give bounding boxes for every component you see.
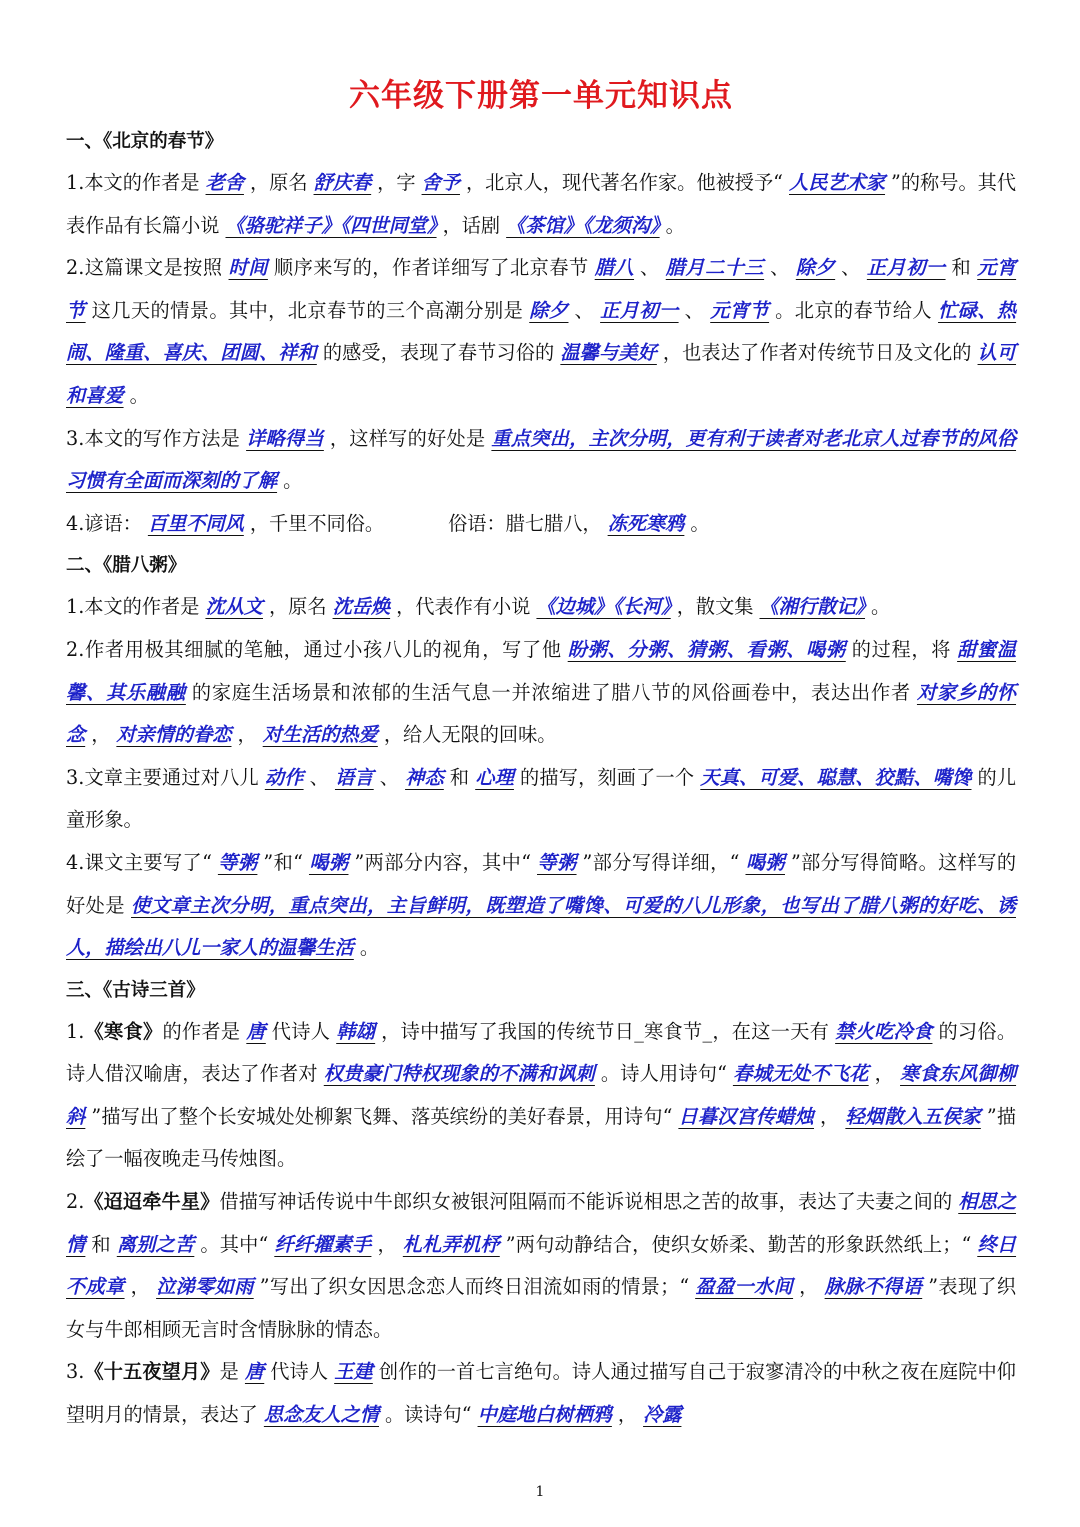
answer: 《湘行散记》 xyxy=(759,595,866,619)
answer: 盼粥、分粥、猜粥、看粥、喝粥 xyxy=(567,637,846,661)
answer: 腊月二十三 xyxy=(665,256,765,280)
text: ，给人无限的回味。 xyxy=(383,723,557,747)
paragraph-1-4 xyxy=(66,503,1016,546)
text: 和 xyxy=(951,256,972,280)
text: 。读诗句“ xyxy=(385,1403,472,1427)
poem-title: 《寒食》 xyxy=(84,1019,163,1043)
answer: 语言 xyxy=(334,765,374,789)
answer: 权贵豪门特权现象的不满和讽刺 xyxy=(323,1062,595,1086)
answer: 使文章主次分明，重点突出，主旨鲜明，既塑造了嘴馋、可爱的八儿形象，也写出了腊八粥的好吃、诱人，描绘出八儿一家人的温馨生活 xyxy=(66,893,1016,960)
text: 。 xyxy=(871,595,891,619)
text: 、 xyxy=(574,298,595,322)
answer: 相思之情 xyxy=(66,1190,1017,1256)
text: ，话剧 xyxy=(442,213,501,237)
text: ，诗中描写了我国的传统节日_寒食节_，在这一天有 xyxy=(381,1019,830,1043)
text: ”和“ xyxy=(263,850,303,874)
answer: 认可和喜爱 xyxy=(66,341,1017,407)
answer: 思念友人之情 xyxy=(263,1403,379,1427)
text: 的感受，表现了春节习俗的 xyxy=(322,341,555,365)
page-title: 六年级下册第一单元知识点 xyxy=(349,78,733,114)
text: 2.作者用极其细腻的笔触，通过小孩八儿的视角，写了他 xyxy=(66,637,562,661)
text: ， xyxy=(799,1275,819,1299)
text: 。 xyxy=(665,213,685,237)
text: 。 xyxy=(129,383,149,407)
text: 代诗人 xyxy=(270,1360,329,1384)
answer: 唐 xyxy=(244,1360,265,1384)
text: 的家庭生活场景和浓郁的生活气息一并浓缩进了腊八节的风俗画卷中，表达出作者 xyxy=(191,680,911,704)
paragraph-3-2 xyxy=(66,1181,1016,1351)
text: 3.文章主要通过对八儿 xyxy=(66,765,259,789)
paragraph-3-3 xyxy=(66,1351,1016,1436)
answer: 温馨与美好 xyxy=(560,341,657,365)
text: 。 xyxy=(283,469,303,493)
answer: 冻死寒鸦 xyxy=(607,511,685,535)
text: 2.这篇课文是按照 xyxy=(66,256,223,280)
answer: 元宵节 xyxy=(66,256,1017,322)
text: 。 xyxy=(690,511,710,535)
section-heading-beijing-spring-festival: 一、《北京的春节》 xyxy=(66,131,224,152)
answer: 《骆驼祥子》《四世同堂》 xyxy=(225,213,437,237)
answer: 《边城》《长河》 xyxy=(536,595,671,619)
answer: 离别之苦 xyxy=(116,1232,195,1256)
answer: 等粥 xyxy=(217,850,258,874)
answer: 春城无处不飞花 xyxy=(732,1062,869,1086)
text: ，也表达了作者对传统节日及文化的 xyxy=(662,341,972,365)
text: 创作的一首七言绝句。诗人通过描写自己于寂寥清冷的中秋之夜在庭院中仰望明月的情景，表达了 xyxy=(66,1360,1016,1427)
answer: 甜蜜温馨、其乐融融 xyxy=(66,637,1017,704)
text: 3. xyxy=(66,1360,85,1384)
text: ”两句动静结合，使织女娇柔、勤苦的形象跃然纸上；“ xyxy=(505,1232,972,1256)
text: ”两部分内容，其中“ xyxy=(354,850,532,874)
paragraph-1-1 xyxy=(66,162,1016,247)
text: 这几天的情景。其中，北京春节的三个高潮分别是 xyxy=(91,298,524,322)
answer: 对亲情的眷恋 xyxy=(116,723,232,747)
text: 。北京的春节给人 xyxy=(775,298,933,322)
text: 1.本文的作者是 xyxy=(66,595,200,619)
text: ”表现了织女与牛郎相顾无言时含情脉脉的情态。 xyxy=(66,1275,1017,1341)
text: ，北京人，现代著名作家。他被授予“ xyxy=(465,171,783,194)
text: 的描写，刻画了一个 xyxy=(519,765,695,789)
answer: 天真、可爱、聪慧、狡黠、嘴馋 xyxy=(700,765,972,789)
paragraph-3-1 xyxy=(66,1011,1016,1181)
answer: 老舍 xyxy=(205,171,244,194)
text: ，原名 xyxy=(249,171,308,194)
section-heading-laba-porridge: 二、《腊八粥》 xyxy=(66,555,187,577)
text: 4.谚语： xyxy=(66,511,142,535)
answer: 重点突出，主次分明，更有利于读者对老北京人过春节的风俗习惯有全面而深刻的了解 xyxy=(66,426,1017,493)
answer: 除夕 xyxy=(529,298,569,322)
text: ， xyxy=(91,723,111,747)
text: ”描绘了一幅夜晚走马传烛图。 xyxy=(66,1104,1017,1171)
text: 4.课文主要写了“ xyxy=(66,850,212,874)
answer: 王建 xyxy=(334,1360,373,1384)
answer: 日暮汉宫传蜡烛 xyxy=(678,1104,815,1128)
answer: 喝粥 xyxy=(745,850,785,874)
text: 的儿童形象。 xyxy=(66,765,1017,832)
answer: 对家乡的怀念 xyxy=(66,680,1017,747)
text: ”部分写得简略。这样写的好处是 xyxy=(66,850,1017,917)
answer: 中庭地白树栖鸦 xyxy=(477,1403,612,1427)
paragraph-2-1 xyxy=(66,586,1016,629)
answer: 正月初一 xyxy=(600,298,679,322)
text: 1.本文的作者是 xyxy=(66,171,200,194)
answer: 沈从文 xyxy=(205,595,263,619)
answer: 正月初一 xyxy=(866,256,946,280)
poem-title: 《迢迢牵牛星》 xyxy=(84,1190,220,1214)
page-number: 1 xyxy=(535,1484,545,1500)
answer: 泣涕零如雨 xyxy=(156,1275,254,1299)
answer: 终日不成章 xyxy=(66,1232,1017,1299)
text: 是 xyxy=(219,1360,239,1384)
text: ”部分写得详细，“ xyxy=(582,850,740,874)
text: ，散文集 xyxy=(676,595,754,619)
text: 和 xyxy=(91,1232,111,1256)
text: ，字 xyxy=(377,171,416,194)
poem-title: 《十五夜望月》 xyxy=(84,1360,220,1384)
paragraph-2-2 xyxy=(66,629,1016,757)
answer: 轻烟散入五侯家 xyxy=(845,1104,981,1128)
text: ， xyxy=(377,1232,397,1256)
answer: 韩翃 xyxy=(336,1019,376,1043)
text: ”的称号。其代表作品有长篇小说 xyxy=(66,171,1017,237)
text: ，千里不同俗。 xyxy=(249,511,385,535)
text: 、 xyxy=(309,765,329,789)
text: 、 xyxy=(640,256,660,280)
answer: 《茶馆》《龙须沟》 xyxy=(506,213,660,237)
text: ”写出了织女因思念恋人而终日泪流如雨的情景；“ xyxy=(259,1275,690,1299)
paragraph-2-4 xyxy=(66,842,1016,970)
paragraph-1-3 xyxy=(66,418,1016,503)
answer: 人民艺术家 xyxy=(789,171,886,194)
text: 借描写神话传说中牛郎织女被银河阻隔而不能诉说相思之苦的故事，表达了夫妻之间的 xyxy=(219,1190,953,1214)
text: 1. xyxy=(66,1019,85,1043)
text: ， xyxy=(130,1275,151,1299)
answer: 唐 xyxy=(246,1019,266,1043)
answer: 禁火吃冷食 xyxy=(835,1019,933,1043)
answer: 动作 xyxy=(264,765,304,789)
text: 顺序来写的，作者详细写了北京春节 xyxy=(273,256,589,280)
text: ， xyxy=(874,1062,895,1086)
answer: 喝粥 xyxy=(308,850,349,874)
answer: 纤纤擢素手 xyxy=(274,1232,372,1256)
answer: 盈盈一水间 xyxy=(695,1275,794,1299)
answer: 元宵节 xyxy=(710,298,770,322)
text: ，代表作有小说 xyxy=(396,595,531,619)
text: 2. xyxy=(66,1190,85,1214)
answer: 对生活的热爱 xyxy=(262,723,378,747)
paragraph-1-2 xyxy=(66,247,1016,417)
answer: 详略得当 xyxy=(246,426,324,450)
answer: 沈岳焕 xyxy=(332,595,391,619)
text: 。诗人用诗句“ xyxy=(600,1062,727,1086)
text: ”描写出了整个长安城处处柳絮飞舞、落英缤纷的美好春景，用诗句“ xyxy=(91,1104,673,1128)
text: 、 xyxy=(770,256,790,280)
answer: 脉脉不得语 xyxy=(824,1275,923,1299)
text: 的习俗。诗人借汉喻唐，表达了作者对 xyxy=(66,1019,1017,1086)
answer: 冷露 xyxy=(643,1403,682,1427)
text: 、 xyxy=(379,765,400,789)
text: 、 xyxy=(841,256,861,280)
text: 俗语：腊七腊八， xyxy=(448,511,602,535)
text: ， xyxy=(820,1104,840,1128)
section-heading-three-ancient-poems: 三、《古诗三首》 xyxy=(66,979,205,1001)
text: 代诗人 xyxy=(271,1019,331,1043)
text: 3.本文的写作方法是 xyxy=(66,426,241,450)
answer: 腊八 xyxy=(594,256,635,280)
text: 的过程，将 xyxy=(851,637,952,661)
answer: 除夕 xyxy=(795,256,836,280)
answer: 时间 xyxy=(228,256,268,280)
text: 和 xyxy=(449,765,470,789)
text: 。 xyxy=(359,936,379,960)
paragraph-2-3 xyxy=(66,757,1016,842)
text: 、 xyxy=(684,298,705,322)
answer: 舍予 xyxy=(421,171,460,194)
text: 。其中“ xyxy=(200,1232,269,1256)
answer: 舒庆春 xyxy=(313,171,372,194)
text: ， xyxy=(237,723,257,747)
answer: 寒食东风御柳斜 xyxy=(66,1062,1017,1128)
text: 的作者是 xyxy=(162,1019,241,1043)
text: ，原名 xyxy=(269,595,327,619)
text: ，这样写的好处是 xyxy=(329,426,486,450)
text: ， xyxy=(617,1403,638,1427)
answer: 忙碌、热闹、隆重、喜庆、团圆、祥和 xyxy=(66,298,1017,365)
answer: 等粥 xyxy=(537,850,577,874)
answer: 心理 xyxy=(475,765,514,789)
answer: 神态 xyxy=(405,765,444,789)
answer: 札札弄机杼 xyxy=(402,1232,500,1256)
answer: 百里不同风 xyxy=(147,511,244,535)
